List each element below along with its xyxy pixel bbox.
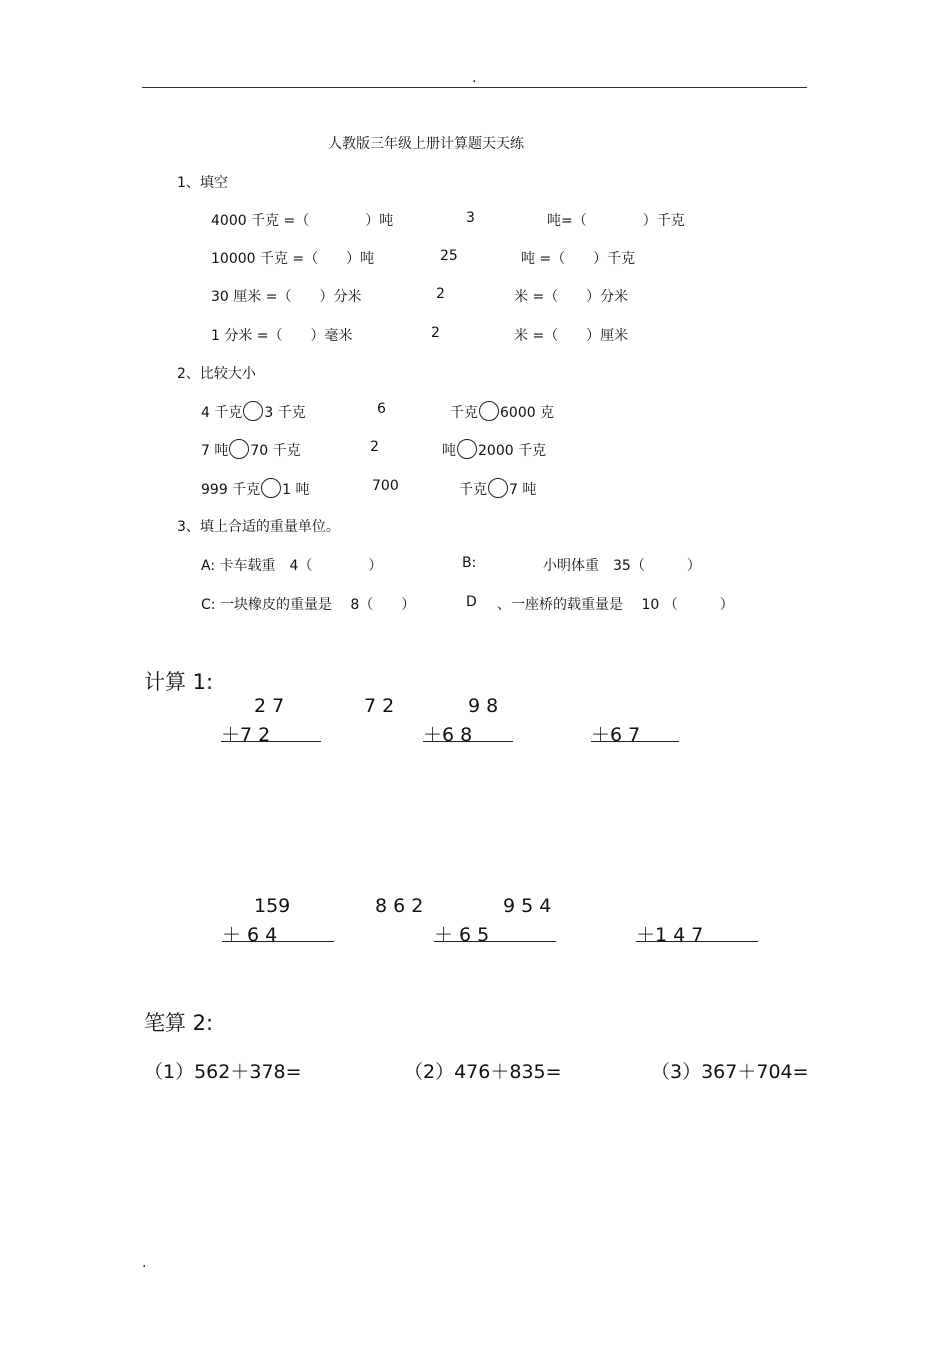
compare-3-b2: 7 吨 [509,482,537,498]
compare-row-3-mid: 700 [372,478,399,494]
compare-1-b1: 千克 [450,405,478,421]
answer-line [221,741,321,742]
fill-row-1-right: 吨=（ ）千克 [547,213,685,229]
calc1-top-3: 9 8 [468,695,499,717]
compare-1-a2: 3 千克 [264,405,306,421]
compare-row-1-left [201,401,306,422]
section1-heading: 1、填空 [177,175,228,191]
fill-row-4-mid: 2 [431,325,440,341]
header-rule [142,87,807,88]
calc1-bottom-5: ＋ 6 5 [434,924,490,946]
compare-2-a2: 70 千克 [250,443,301,459]
calc1-bottom-3: ＋6 7 [591,724,641,746]
answer-line [423,741,513,742]
unit-item-d: 、一座桥的载重量是 10 （ ） [497,597,734,613]
compare-circle[interactable] [261,478,281,498]
compare-circle[interactable] [229,439,249,459]
calc1-top-4: 159 [254,895,291,917]
fill-row-3-mid: 2 [436,286,445,302]
compare-3-a2: 1 吨 [282,482,310,498]
footer-dot: . [142,1255,147,1271]
compare-row-1-mid: 6 [377,401,386,417]
compare-2-a1: 7 吨 [201,443,229,459]
compare-row-1-right [450,401,554,422]
answer-line [222,941,334,942]
unit-item-d-label: D [466,594,477,610]
header-dot: . [472,70,477,86]
compare-1-a1: 4 千克 [201,405,243,421]
compare-row-3-right [459,478,536,499]
compare-row-2-left [201,439,301,460]
section2-heading: 2、比较大小 [177,366,256,382]
calc1-top-2: 7 2 [364,695,395,717]
calc1-bottom-6: ＋1 4 7 [636,924,704,946]
compare-2-b2: 2000 千克 [478,443,547,459]
fill-row-4-right: 米 =（ ）厘米 [514,328,629,344]
fill-row-2-left: 10000 千克 =（ ）吨 [211,251,375,267]
calc1-bottom-1: ＋7 2 [221,724,271,746]
page-title: 人教版三年级上册计算题天天练 [328,136,524,152]
answer-line [636,941,758,942]
compare-3-b1: 千克 [459,482,487,498]
fill-row-1-left: 4000 千克 =（ ）吨 [211,213,394,229]
fill-row-2-mid: 25 [440,248,458,264]
compare-circle[interactable] [479,401,499,421]
unit-item-a: A: 卡车载重 4（ ） [201,558,383,574]
compare-circle[interactable] [243,401,263,421]
answer-line [434,941,556,942]
compare-row-3-left [201,478,310,499]
calc1-top-1: 2 7 [254,695,285,717]
calc1-top-6: 9 5 4 [503,895,552,917]
fill-row-3-left: 30 厘米 =（ ）分米 [211,289,362,305]
compare-3-a1: 999 千克 [201,482,261,498]
compare-row-2-right [442,439,546,460]
unit-item-b: 小明体重 35（ ） [543,558,701,574]
compare-circle[interactable] [457,439,477,459]
calc2-item-2: （2）476＋835= [404,1061,562,1083]
calc1-heading: 计算 1: [144,670,214,694]
compare-1-b2: 6000 克 [500,405,555,421]
fill-row-2-right: 吨 =（ ）千克 [521,251,636,267]
unit-item-c: C: 一块橡皮的重量是 8（ ） [201,597,416,613]
compare-circle[interactable] [488,478,508,498]
fill-row-4-left: 1 分米 =（ ）毫米 [211,328,353,344]
fill-row-3-right: 米 =（ ）分米 [514,289,629,305]
section3-heading: 3、填上合适的重量单位。 [177,519,340,535]
fill-row-1-mid: 3 [466,210,475,226]
answer-line [591,741,679,742]
unit-item-b-label: B: [462,555,477,571]
calc2-item-3: （3）367＋704= [651,1061,809,1083]
calc1-bottom-2: ＋6 8 [423,724,473,746]
compare-row-2-mid: 2 [370,439,379,455]
compare-2-b1: 吨 [442,443,456,459]
calc2-heading: 笔算 2: [144,1011,214,1035]
calc1-top-5: 8 6 2 [375,895,424,917]
calc1-bottom-4: ＋ 6 4 [222,924,278,946]
calc2-item-1: （1）562＋378= [144,1061,302,1083]
